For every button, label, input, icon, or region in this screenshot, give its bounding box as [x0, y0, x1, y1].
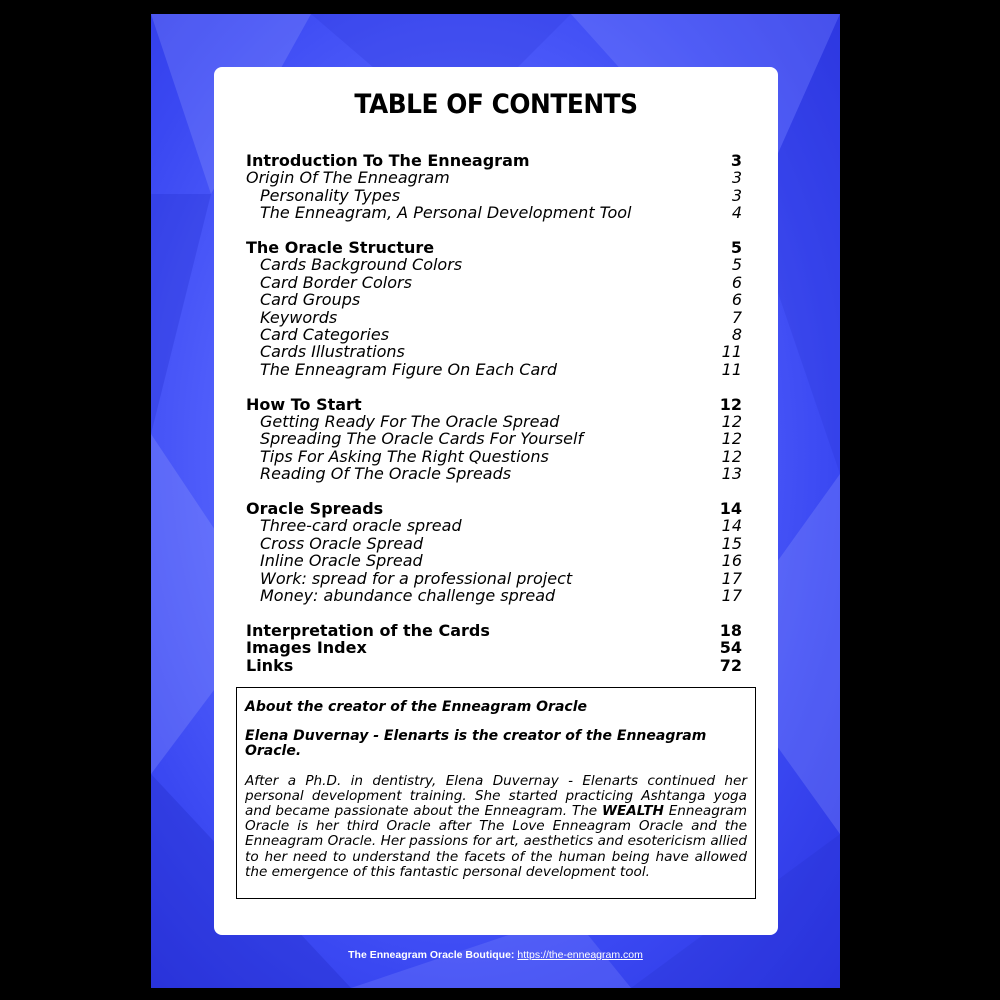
footer: [151, 949, 840, 961]
toc-subsection-row[interactable]: [246, 343, 742, 360]
toc-chapter-row[interactable]: [246, 639, 742, 656]
toc-section: [246, 622, 742, 674]
toc-page-number: 6: [731, 272, 742, 292]
about-body-start: After a Ph.D. in dentistry, Elena Duvernay - Elenarts continued her personal development training. She started practicing Ashtanga yoga and became passionate about the Enneagram. The: [245, 772, 747, 820]
toc-entry-label: Oracle Spreads: [246, 499, 384, 519]
toc-subsection-row[interactable]: [246, 535, 742, 552]
toc-page-number: 6: [731, 290, 742, 310]
toc-subsection-row[interactable]: [246, 430, 742, 447]
toc-entry-label: The Enneagram, A Personal Development Tool: [260, 203, 632, 223]
toc-page-number: 14: [721, 516, 742, 536]
toc-entry-label: Card Border Colors: [260, 272, 412, 292]
toc-entry-label: Money: abundance challenge spread: [260, 586, 556, 606]
about-creator-box: [236, 687, 756, 899]
toc-page-number: 18: [719, 620, 742, 640]
toc-page-number: 5: [730, 238, 742, 258]
toc-subsection-row[interactable]: [246, 465, 742, 482]
toc-chapter-row[interactable]: [246, 622, 742, 639]
toc-chapter-row[interactable]: [246, 152, 742, 169]
toc-section: [246, 500, 742, 604]
toc-entry-label: Tips For Asking The Right Questions: [260, 446, 549, 466]
toc-chapter-row[interactable]: [246, 500, 742, 517]
toc-entry-label: How To Start: [246, 394, 362, 414]
toc-entry-label: The Oracle Structure: [246, 238, 435, 258]
toc-section: [246, 239, 742, 378]
about-subheading: Elena Duvernay - Elenarts is the creator of the Enneagram Oracle.: [245, 728, 707, 760]
toc-page-number: 14: [719, 499, 742, 519]
toc-subsection-row[interactable]: [246, 309, 742, 326]
toc-subsection-row[interactable]: [246, 552, 742, 569]
toc-page-number: 13: [721, 464, 742, 484]
toc-entry-label: Origin Of The Enneagram: [246, 168, 450, 188]
toc-entry-label: Card Categories: [260, 325, 390, 345]
about-body: [245, 774, 747, 880]
toc-page-number: 16: [721, 551, 742, 571]
toc-page-number: 17: [721, 568, 742, 588]
toc-subsection-row[interactable]: [246, 274, 742, 291]
toc-entry-label: Reading Of The Oracle Spreads: [260, 464, 512, 484]
toc-entry-label: Keywords: [260, 307, 338, 327]
toc-subsection-row[interactable]: [246, 326, 742, 343]
toc-page-number: 3: [731, 185, 742, 205]
toc-entry-label: Work: spread for a professional project: [260, 568, 573, 588]
toc-page-number: 11: [721, 359, 742, 379]
toc-page-number: 5: [731, 255, 742, 275]
toc-entry-label: Three-card oracle spread: [260, 516, 462, 536]
toc-page-number: 3: [731, 168, 742, 188]
toc-page-number: 12: [721, 429, 742, 449]
toc-section: [246, 152, 742, 222]
about-body-emphasis: WEALTH: [602, 803, 664, 820]
toc-subsection-row[interactable]: [246, 291, 742, 308]
toc-entry-label: Inline Oracle Spread: [260, 551, 423, 571]
page-title: TABLE OF CONTENTS: [354, 89, 638, 120]
toc-entry-label: Cross Oracle Spread: [260, 533, 424, 553]
toc-page-number: 12: [719, 394, 742, 414]
toc-chapter-row[interactable]: [246, 396, 742, 413]
toc-page-number: 54: [719, 638, 742, 658]
toc-subsection-row[interactable]: [246, 204, 742, 221]
footer-link[interactable]: https://the-enneagram.com: [517, 949, 643, 961]
toc-subsection-row[interactable]: [246, 361, 742, 378]
toc-entry-label: Personality Types: [260, 185, 401, 205]
toc-page-number: 72: [719, 655, 742, 675]
toc-subsection-row[interactable]: [246, 169, 742, 186]
toc-page-number: 12: [721, 412, 742, 432]
toc-section: [246, 396, 742, 483]
toc-entry-label: Cards Background Colors: [260, 255, 463, 275]
toc-entry-label: The Enneagram Figure On Each Card: [260, 359, 558, 379]
toc-page-number: 17: [721, 586, 742, 606]
toc-entry-label: Getting Ready For The Oracle Spread: [260, 412, 560, 432]
toc-page-number: 8: [731, 325, 742, 345]
toc-entry-label: Introduction To The Enneagram: [246, 151, 530, 170]
footer-label: The Enneagram Oracle Boutique:: [348, 949, 515, 961]
toc-subsection-row[interactable]: [246, 587, 742, 604]
toc-subsection-row[interactable]: [246, 256, 742, 273]
toc-page-number: 3: [730, 151, 742, 170]
toc-entry-label: Links: [246, 655, 294, 675]
toc-chapter-row[interactable]: [246, 239, 742, 256]
about-body-end: Enneagram Oracle is her third Oracle after The Love Enneagram Oracle and the Enneagram Oracle. Her passions for art, aesthetics and esotericism allied to her need to understand the facets of the human being have allowed the emergence of this fantastic personal development tool.: [245, 803, 747, 880]
toc-subsection-row[interactable]: [246, 413, 742, 430]
toc-subsection-row[interactable]: [246, 570, 742, 587]
toc-entry-label: Interpretation of the Cards: [246, 620, 490, 640]
toc-subsection-row[interactable]: [246, 448, 742, 465]
toc-page-number: 12: [721, 446, 742, 466]
toc-page-number: 15: [721, 533, 742, 553]
toc-subsection-row[interactable]: [246, 517, 742, 534]
toc-page-number: 4: [731, 203, 742, 223]
table-of-contents: [246, 152, 742, 674]
toc-page-number: 11: [721, 342, 742, 362]
toc-entry-label: Images Index: [246, 638, 367, 658]
toc-subsection-row[interactable]: [246, 187, 742, 204]
about-heading: About the creator of the Enneagram Oracle: [245, 699, 588, 715]
content-card: [214, 67, 778, 935]
toc-entry-label: Spreading The Oracle Cards For Yourself: [260, 429, 584, 449]
toc-chapter-row[interactable]: [246, 657, 742, 674]
toc-entry-label: Card Groups: [260, 290, 361, 310]
toc-entry-label: Cards Illustrations: [260, 342, 405, 362]
toc-page-number: 7: [731, 307, 742, 327]
